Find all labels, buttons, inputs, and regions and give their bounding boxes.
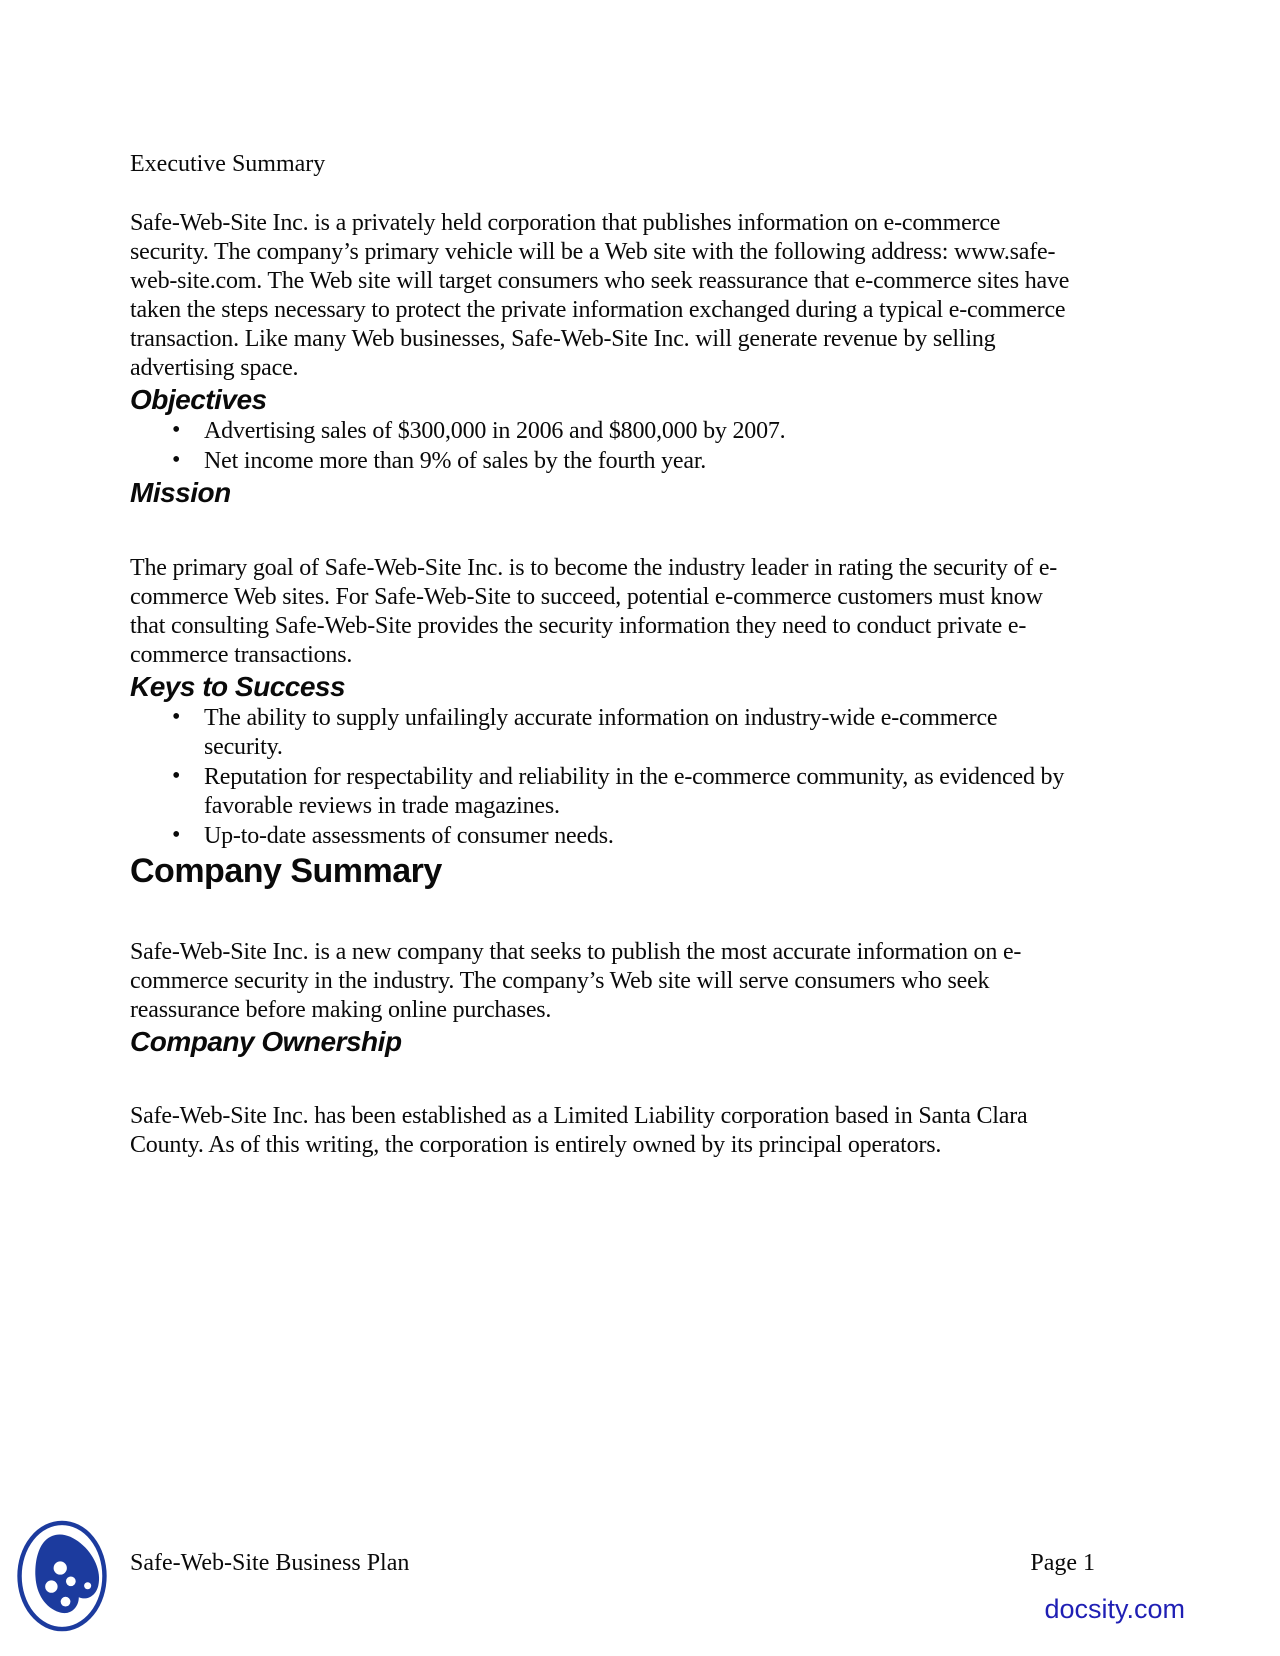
docsity-logo-icon [16, 1518, 108, 1634]
list-item [130, 704, 1080, 762]
bullet-icon: • [172, 704, 181, 730]
bullet-icon: • [172, 447, 181, 473]
section-heading-objectives: Objectives [130, 384, 267, 415]
list-item-text: Advertising sales of $300,000 in 2006 and $800,000 by 2007. [204, 418, 786, 444]
document-content [130, 150, 1080, 1160]
company-summary-paragraph: Safe-Web-Site Inc. is a new company that seeks to publish the most accurate information on e-commerce security in the industry. The company’s Web site will serve consumers who seek reassurance before making online purchases. [130, 939, 1022, 1023]
list-item-text: Net income more than 9% of sales by the fourth year. [204, 448, 707, 474]
list-item [130, 417, 1080, 446]
list-item-text: The ability to supply unfailingly accurate information on industry-wide e-commerce security. [204, 705, 998, 760]
section-heading-keys-to-success: Keys to Success [130, 671, 346, 702]
intro-paragraph: Safe-Web-Site Inc. is a privately held corporation that publishes information on e-commerce security. The company’s primary vehicle will be a Web site with the following address: www.safe-web-site.com. The Web site will target consumers who seek reassurance that e-commerce sites have taken the steps necessary to protect the private information exchanged during a typical e-commerce transaction. Like many Web businesses, Safe-Web-Site Inc. will generate revenue by selling advertising space. [130, 210, 1070, 381]
list-item [130, 763, 1080, 821]
section-heading-mission: Mission [130, 477, 231, 508]
footer-document-title: Safe-Web-Site Business Plan [130, 1550, 410, 1576]
mission-paragraph: The primary goal of Safe-Web-Site Inc. is to become the industry leader in rating the security of e-commerce Web sites. For Safe-Web-Site to succeed, potential e-commerce customers must know that consulting Safe-Web-Site provides the security information they need to conduct private e-commerce transactions. [130, 555, 1058, 668]
list-item-text: Up-to-date assessments of consumer needs. [204, 823, 614, 849]
bullet-icon: • [172, 763, 181, 789]
section-heading-company-ownership: Company Ownership [130, 1026, 402, 1057]
footer-page-number: Page 1 [1030, 1550, 1095, 1576]
docsity-watermark-link[interactable]: docsity.com [1044, 1594, 1185, 1624]
bullet-icon: • [172, 822, 181, 848]
section-heading-company-summary: Company Summary [130, 852, 442, 890]
section-heading-executive-summary: Executive Summary [130, 151, 326, 177]
list-item-text: Reputation for respectability and reliability in the e-commerce community, as evidenced by favorable reviews in trade magazines. [204, 764, 1065, 819]
objectives-list [130, 417, 1080, 476]
company-ownership-paragraph: Safe-Web-Site Inc. has been established as a Limited Liability corporation based in Santa Clara County. As of this writing, the corporation is entirely owned by its principal operators. [130, 1103, 1028, 1158]
list-item [130, 447, 1080, 476]
bullet-icon: • [172, 417, 181, 443]
list-item [130, 822, 1080, 851]
keys-to-success-list [130, 704, 1080, 851]
